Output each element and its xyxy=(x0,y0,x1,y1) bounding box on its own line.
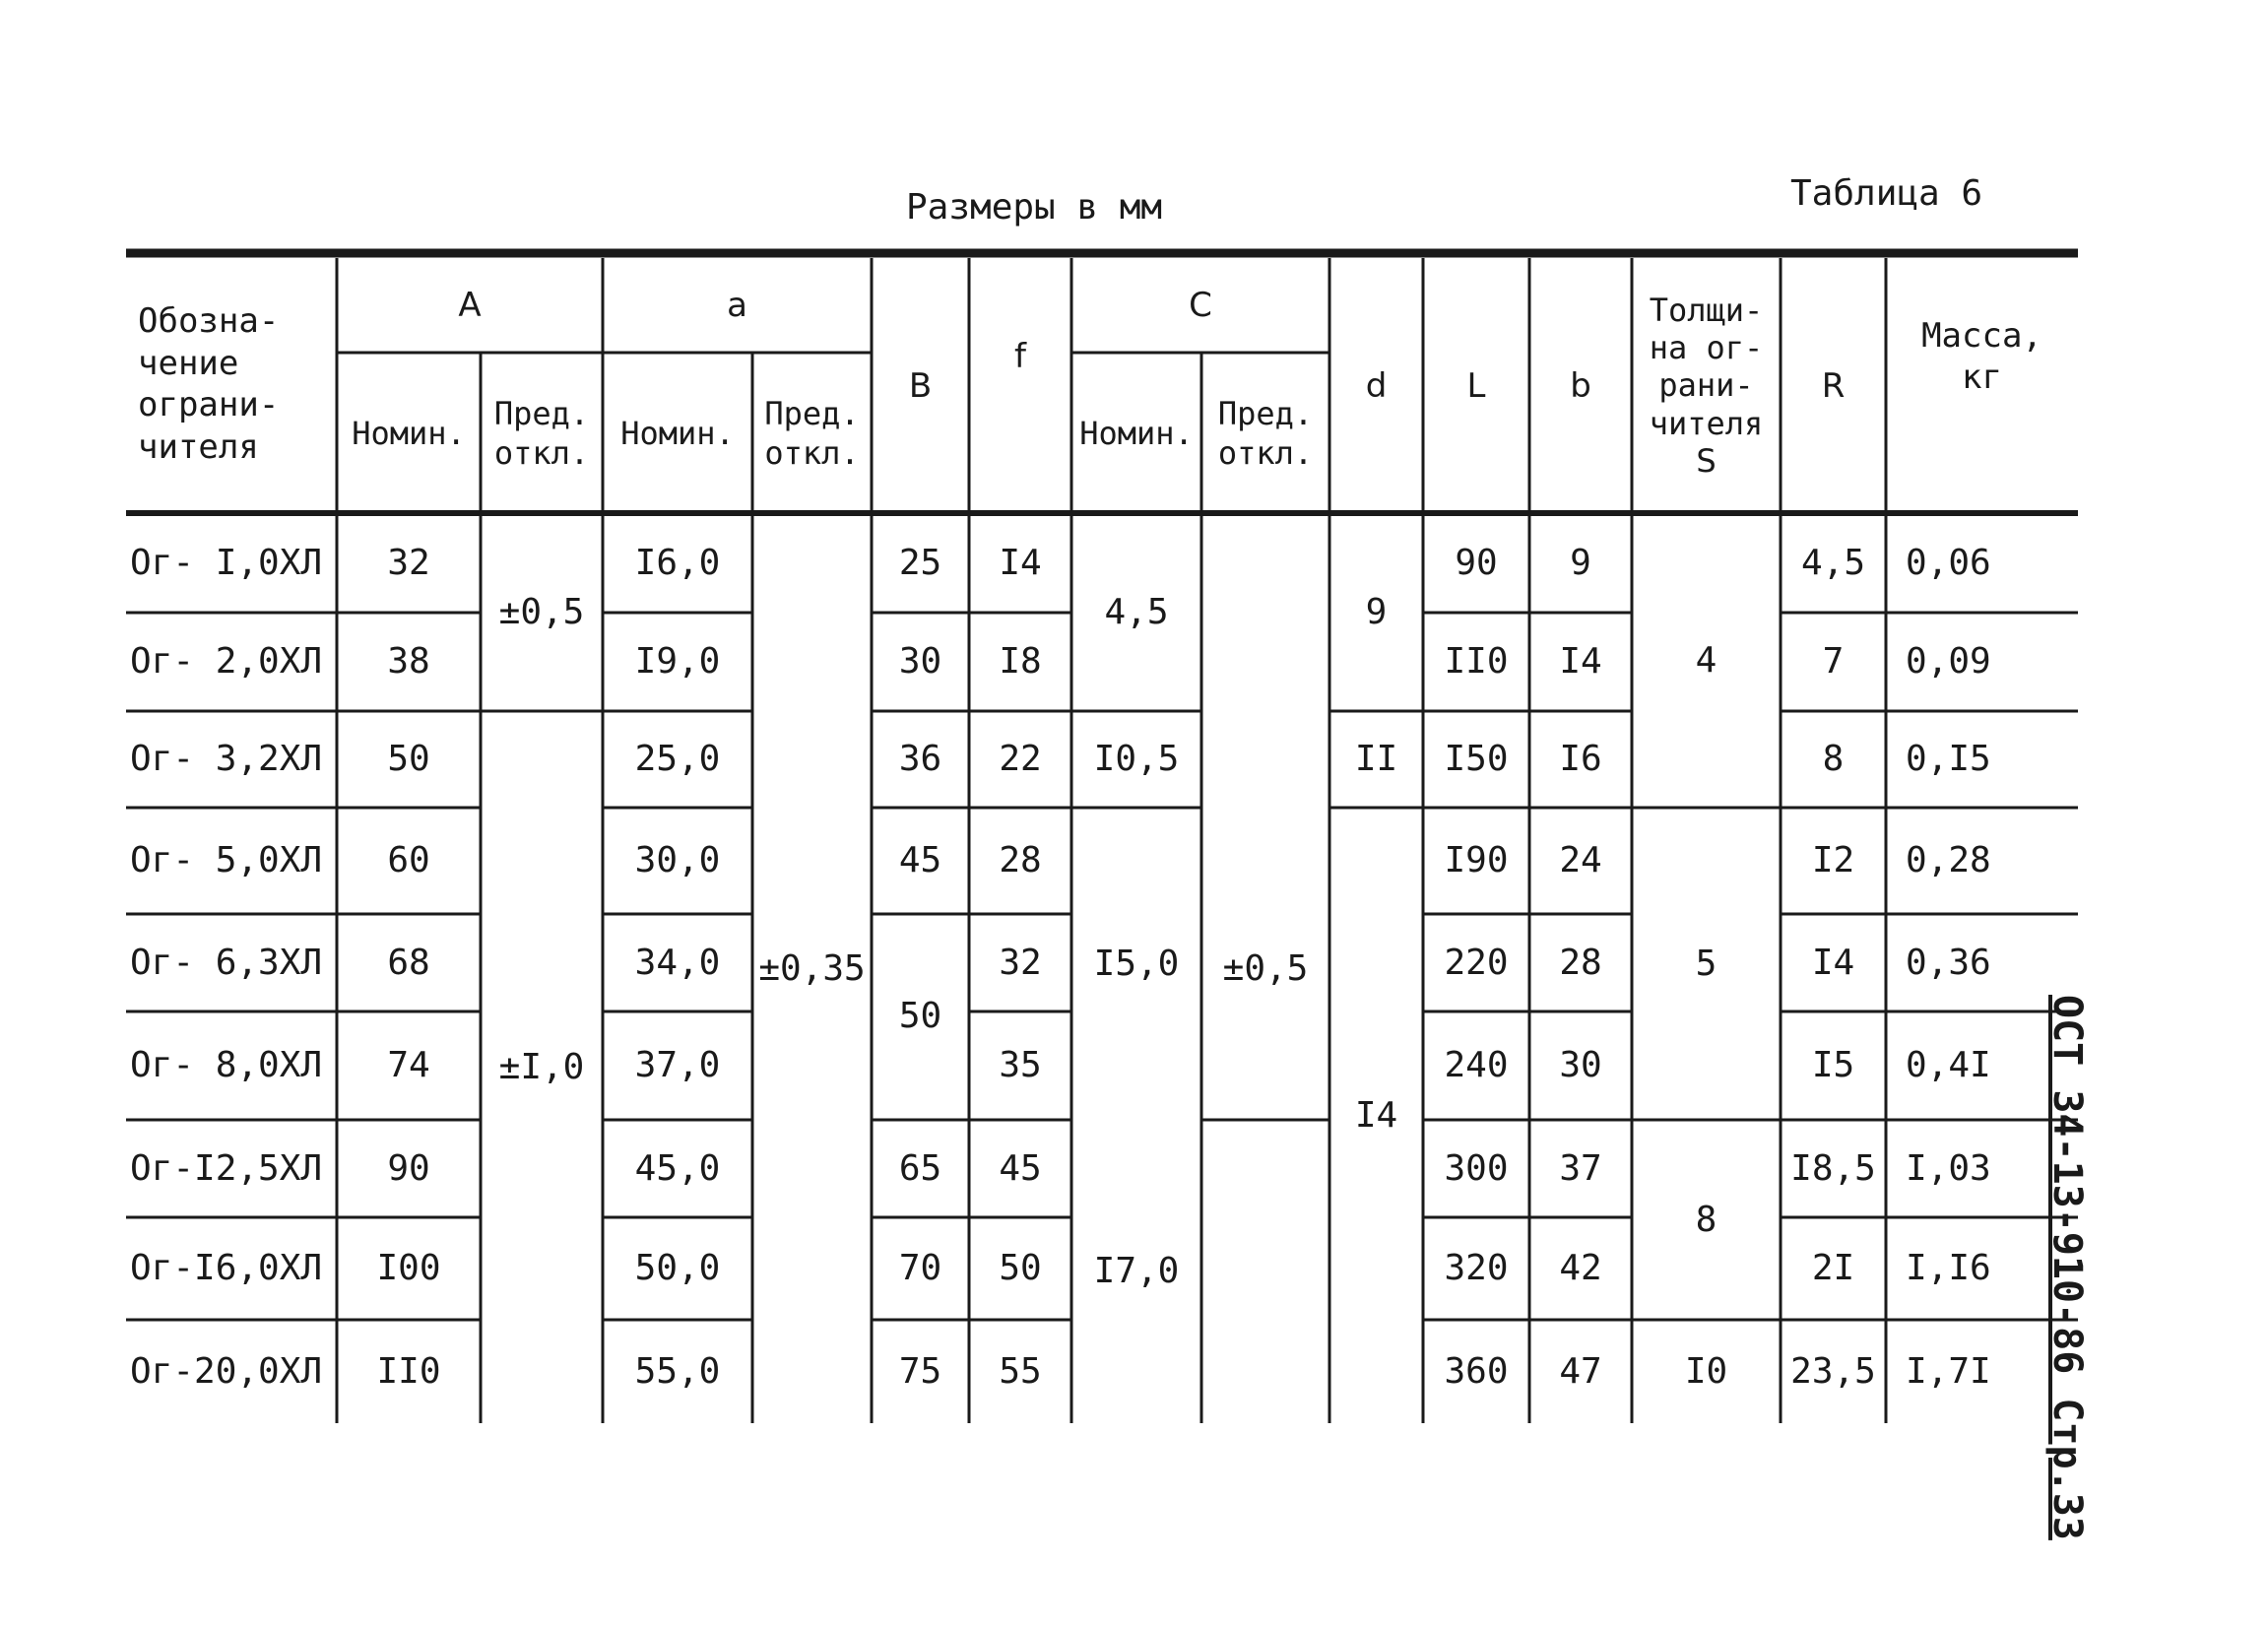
cell-A: 38 xyxy=(387,641,430,682)
cell-a: 34,0 xyxy=(634,942,721,983)
cell-A: 32 xyxy=(387,543,430,583)
header-f: f xyxy=(1014,337,1026,376)
C-nom-merged: I7,0 xyxy=(1093,1251,1180,1291)
cell-b: 47 xyxy=(1559,1350,1602,1392)
C-dev-merged: ±0,5 xyxy=(1222,947,1309,989)
header-C-nom: Номин. xyxy=(1079,414,1194,452)
cell-b: I4 xyxy=(1559,641,1602,682)
header-designation-line: чение xyxy=(138,343,239,383)
cell-m: 0,06 xyxy=(1906,543,1991,583)
cell-name: Ог- 2,0ХЛ xyxy=(130,641,323,682)
A-dev-merged: ±0,5 xyxy=(498,592,585,632)
cell-L: I50 xyxy=(1444,739,1509,779)
header-S-symbol: S xyxy=(1696,442,1717,481)
C-nom-merged: 4,5 xyxy=(1104,592,1169,632)
cell-L: I90 xyxy=(1444,840,1509,880)
header-mass xyxy=(1886,258,2078,455)
cell-a: 45,0 xyxy=(634,1147,721,1189)
header-d: d xyxy=(1365,365,1388,406)
header-A-nom: Номин. xyxy=(352,414,466,452)
cell-A: 74 xyxy=(387,1045,430,1085)
header-R: R xyxy=(1821,365,1846,406)
cell-L: 220 xyxy=(1444,942,1509,983)
cell-m: 0,I5 xyxy=(1906,739,1991,779)
d-merged: II xyxy=(1354,739,1398,779)
cell-B: 30 xyxy=(898,641,942,682)
header-a-dev xyxy=(752,353,872,513)
cell-b: 42 xyxy=(1559,1248,1602,1288)
document-code: ОСТ 34-13-910-86 Стр.33 xyxy=(2044,995,2090,1540)
B-merged: 50 xyxy=(898,996,942,1036)
cell-name: Ог- 8,0ХЛ xyxy=(130,1045,323,1085)
header-S xyxy=(1632,258,1781,513)
cell-f: 28 xyxy=(999,840,1042,880)
cell-name: Ог- 6,3ХЛ xyxy=(130,942,323,983)
cell-R: 7 xyxy=(1822,641,1845,682)
header-a: a xyxy=(727,286,747,325)
cell-b: 30 xyxy=(1559,1045,1602,1085)
cell-name: Ог-20,0ХЛ xyxy=(130,1350,323,1392)
header-designation-line: ограни- xyxy=(138,385,280,424)
cell-f: I4 xyxy=(999,543,1042,583)
cell-name: Ог-I6,0ХЛ xyxy=(130,1248,323,1288)
cell-m: I,I6 xyxy=(1906,1248,1991,1288)
cell-m: 0,28 xyxy=(1906,840,1991,880)
cell-f: 22 xyxy=(999,739,1042,779)
cell-A: 68 xyxy=(387,942,430,983)
cell-L: II0 xyxy=(1444,641,1509,682)
header-dev-line: Пред. xyxy=(1217,394,1314,432)
cell-A: 50 xyxy=(387,739,430,779)
header-b: b xyxy=(1570,365,1591,406)
cell-m: I,7I xyxy=(1906,1350,1991,1392)
header-designation-line: чителя xyxy=(138,426,259,467)
cell-A: II0 xyxy=(376,1350,441,1392)
cell-A: 60 xyxy=(387,840,430,880)
cell-f: 50 xyxy=(999,1248,1042,1288)
cell-a: 50,0 xyxy=(634,1248,721,1288)
cell-R: 23,5 xyxy=(1790,1350,1876,1392)
cell-L: 240 xyxy=(1444,1045,1509,1085)
cell-a: I6,0 xyxy=(634,543,721,583)
cell-b: 28 xyxy=(1559,942,1602,983)
cell-b: 24 xyxy=(1559,840,1602,880)
cell-f: I8 xyxy=(999,641,1042,682)
cell-b: I6 xyxy=(1559,739,1602,779)
C-nom-merged: I5,0 xyxy=(1093,943,1180,984)
cell-f: 35 xyxy=(999,1045,1042,1085)
header-a-nom: Номин. xyxy=(620,414,735,452)
cell-L: 360 xyxy=(1444,1350,1509,1392)
header-dev-line: Пред. xyxy=(493,394,590,432)
header-dev-line: Пред. xyxy=(764,394,860,432)
cell-f: 32 xyxy=(999,942,1042,983)
cell-L: 90 xyxy=(1455,543,1498,583)
header-mass-line: Масса, xyxy=(1921,315,2042,356)
S-merged: 4 xyxy=(1695,640,1717,681)
cell-m: I,03 xyxy=(1906,1147,1991,1189)
cell-A: I00 xyxy=(376,1248,441,1288)
cell-R: 8 xyxy=(1822,739,1845,779)
cell-m: 0,36 xyxy=(1906,942,1991,983)
C-nom-merged: I0,5 xyxy=(1093,739,1180,779)
cell-a: I9,0 xyxy=(634,641,721,682)
cell-R: 4,5 xyxy=(1800,543,1866,583)
header-mass-line: кг xyxy=(1962,358,2002,397)
cell-a: 30,0 xyxy=(634,840,721,880)
d-merged: 9 xyxy=(1365,592,1388,632)
header-S-line: чителя xyxy=(1649,404,1764,442)
header-L: L xyxy=(1466,365,1486,406)
cell-R: I4 xyxy=(1811,942,1855,983)
cell-R: I2 xyxy=(1811,840,1855,880)
table-number: Таблица 6 xyxy=(1790,173,1983,214)
S-merged: I0 xyxy=(1684,1350,1728,1392)
cell-name: Ог- I,0ХЛ xyxy=(130,543,323,583)
header-S-line: рани- xyxy=(1658,366,1754,405)
header-dev-line: откл. xyxy=(764,433,860,472)
header-designation-line: Обозна- xyxy=(138,301,280,341)
cell-b: 9 xyxy=(1570,543,1591,583)
header-designation xyxy=(138,258,335,510)
cell-B: 25 xyxy=(898,543,942,583)
cell-b: 37 xyxy=(1559,1147,1602,1189)
d-merged: I4 xyxy=(1354,1094,1398,1136)
header-A-dev xyxy=(481,353,603,513)
cell-name: Ог-I2,5ХЛ xyxy=(130,1147,323,1189)
cell-m: 0,09 xyxy=(1906,641,1991,682)
cell-a: 25,0 xyxy=(634,739,721,779)
cell-R: I8,5 xyxy=(1790,1147,1876,1189)
cell-L: 320 xyxy=(1444,1248,1509,1288)
header-S-line: Толщи- xyxy=(1649,291,1764,329)
cell-name: Ог- 3,2ХЛ xyxy=(130,739,323,779)
header-B: B xyxy=(908,365,933,406)
header-dev-line: откл. xyxy=(493,433,590,472)
cell-R: 2I xyxy=(1811,1248,1855,1288)
header-C: C xyxy=(1189,286,1212,325)
units-note: Размеры в мм xyxy=(906,187,1163,228)
header-S-line: на ог- xyxy=(1649,328,1764,366)
S-merged: 5 xyxy=(1695,943,1717,984)
header-C-dev xyxy=(1201,353,1329,513)
cell-B: 65 xyxy=(898,1147,942,1189)
cell-name: Ог- 5,0ХЛ xyxy=(130,840,323,880)
cell-a: 37,0 xyxy=(634,1045,721,1085)
header-dev-line: откл. xyxy=(1217,433,1314,472)
cell-B: 70 xyxy=(898,1248,942,1288)
cell-A: 90 xyxy=(387,1147,430,1189)
cell-a: 55,0 xyxy=(634,1350,721,1392)
cell-B: 36 xyxy=(898,739,942,779)
cell-f: 45 xyxy=(999,1147,1042,1189)
cell-B: 45 xyxy=(898,840,942,880)
cell-R: I5 xyxy=(1811,1045,1855,1085)
cell-B: 75 xyxy=(898,1350,942,1392)
cell-L: 300 xyxy=(1444,1147,1509,1189)
cell-m: 0,4I xyxy=(1906,1045,1991,1085)
cell-f: 55 xyxy=(999,1350,1042,1392)
A-dev-merged: ±I,0 xyxy=(498,1046,585,1087)
a-dev-merged: ±0,35 xyxy=(758,947,866,989)
header-A: A xyxy=(458,286,482,325)
S-merged: 8 xyxy=(1695,1199,1717,1240)
